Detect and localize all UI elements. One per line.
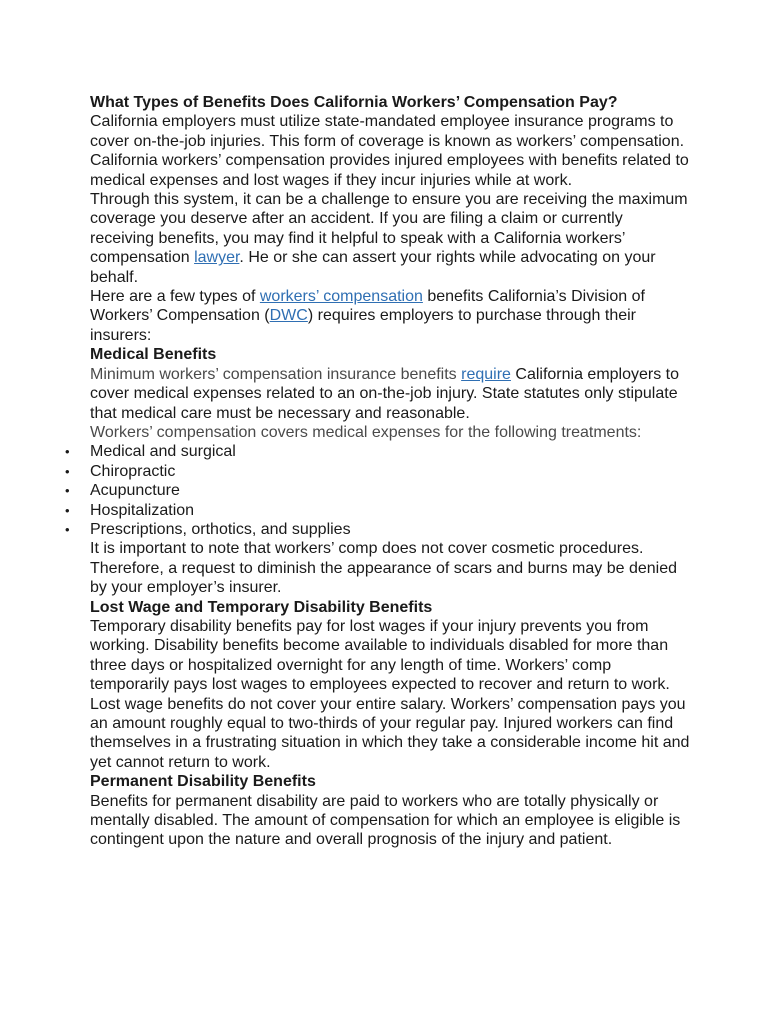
intro-paragraph-2-tail: . He or she can assert your rights while advocating on your behalf. bbox=[90, 249, 656, 286]
list-item bbox=[65, 442, 690, 461]
intro-paragraph-1: California employers must utilize state-mandated employee insurance programs to cover on-the-job injuries. This form of coverage is known as workers’ compensation. California workers’ compensation provides injured employees with benefits related to medical expenses and lost wages if they incur injuries while at work. bbox=[90, 113, 689, 189]
intro-paragraph-2-text: Through this system, it can be a challenge to ensure you are receiving the maximum coverage you deserve after an accident. If you are filing a claim or currently receiving benefits, you may find it helpful to speak with a California workers’ compensation bbox=[90, 191, 688, 267]
workers-compensation-link[interactable]: workers’ compensation bbox=[259, 288, 423, 306]
bullet-icon: • bbox=[65, 502, 70, 518]
medical-paragraph-2: Workers’ compensation covers medical expenses for the following treatments: bbox=[90, 423, 642, 441]
intro-paragraph-3-tail: ) requires employers to purchase through their insurers: bbox=[90, 307, 637, 344]
medical-paragraph-1-tail: California employers to cover medical expenses related to an on-the-job injury. State statutes only stipulate that medical care must be necessary and reasonable. bbox=[90, 365, 680, 422]
intro-paragraph-2 bbox=[90, 190, 690, 287]
page-title: What Types of Benefits Does California Workers’ Compensation Pay? bbox=[90, 94, 618, 111]
lost-wage-heading: Lost Wage and Temporary Disability Benefits bbox=[90, 598, 433, 616]
bullet-icon: • bbox=[65, 463, 70, 479]
dwc-link[interactable]: DWC bbox=[269, 307, 308, 325]
intro-paragraph-3 bbox=[90, 287, 690, 345]
require-link[interactable]: require bbox=[461, 365, 511, 383]
list-item-label: Medical and surgical bbox=[90, 443, 236, 461]
medical-paragraph-1 bbox=[90, 365, 690, 423]
intro-paragraph-3-text: Here are a few types of bbox=[90, 288, 260, 306]
list-item-label: Chiropractic bbox=[90, 462, 176, 480]
medical-paragraph-1-text: Minimum workers’ compensation insurance benefits bbox=[90, 365, 462, 383]
list-item bbox=[65, 481, 690, 500]
permanent-disability-heading: Permanent Disability Benefits bbox=[90, 773, 316, 791]
lost-wage-paragraph-1: Temporary disability benefits pay for lost wages if your injury prevents you from working. Disability benefits become available to individuals disabled for more than three days or hospitalized overnight for any length of time. Workers’ comp temporarily pays lost wages to employees expected to recover and return to work. bbox=[90, 617, 670, 694]
list-item-label: Hospitalization bbox=[90, 501, 195, 519]
document-body bbox=[65, 93, 690, 850]
bullet-icon: • bbox=[65, 521, 70, 537]
lost-wage-paragraph-2: Lost wage benefits do not cover your entire salary. Workers’ compensation pays you an amount roughly equal to two-thirds of your regular pay. Injured workers can find themselves in a frustrating situation in which they take a considerable income hit and yet cannot return to work. bbox=[90, 695, 690, 771]
list-item-label: Prescriptions, orthotics, and supplies bbox=[90, 520, 351, 538]
lawyer-link[interactable]: lawyer bbox=[194, 249, 240, 267]
list-item bbox=[65, 462, 690, 481]
intro-paragraph-3-mid: benefits California’s Division of Workers’ Compensation ( bbox=[90, 288, 645, 325]
medical-benefits-heading: Medical Benefits bbox=[90, 346, 217, 364]
treatments-list bbox=[65, 442, 690, 539]
bullet-icon: • bbox=[65, 483, 70, 499]
bullet-icon: • bbox=[65, 444, 70, 460]
permanent-paragraph-1: Benefits for permanent disability are paid to workers who are totally physically or mentally disabled. The amount of compensation for which an employee is eligible is contingent upon the nature and overall prognosis of the injury and patient. bbox=[90, 792, 681, 849]
list-item bbox=[65, 501, 690, 520]
list-item-label: Acupuncture bbox=[90, 482, 180, 500]
list-item bbox=[65, 520, 690, 539]
medical-paragraph-3: It is important to note that workers’ comp does not cover cosmetic procedures. Therefore, a request to diminish the appearance of scars and burns may be denied by your employer’s insurer. bbox=[90, 540, 678, 597]
